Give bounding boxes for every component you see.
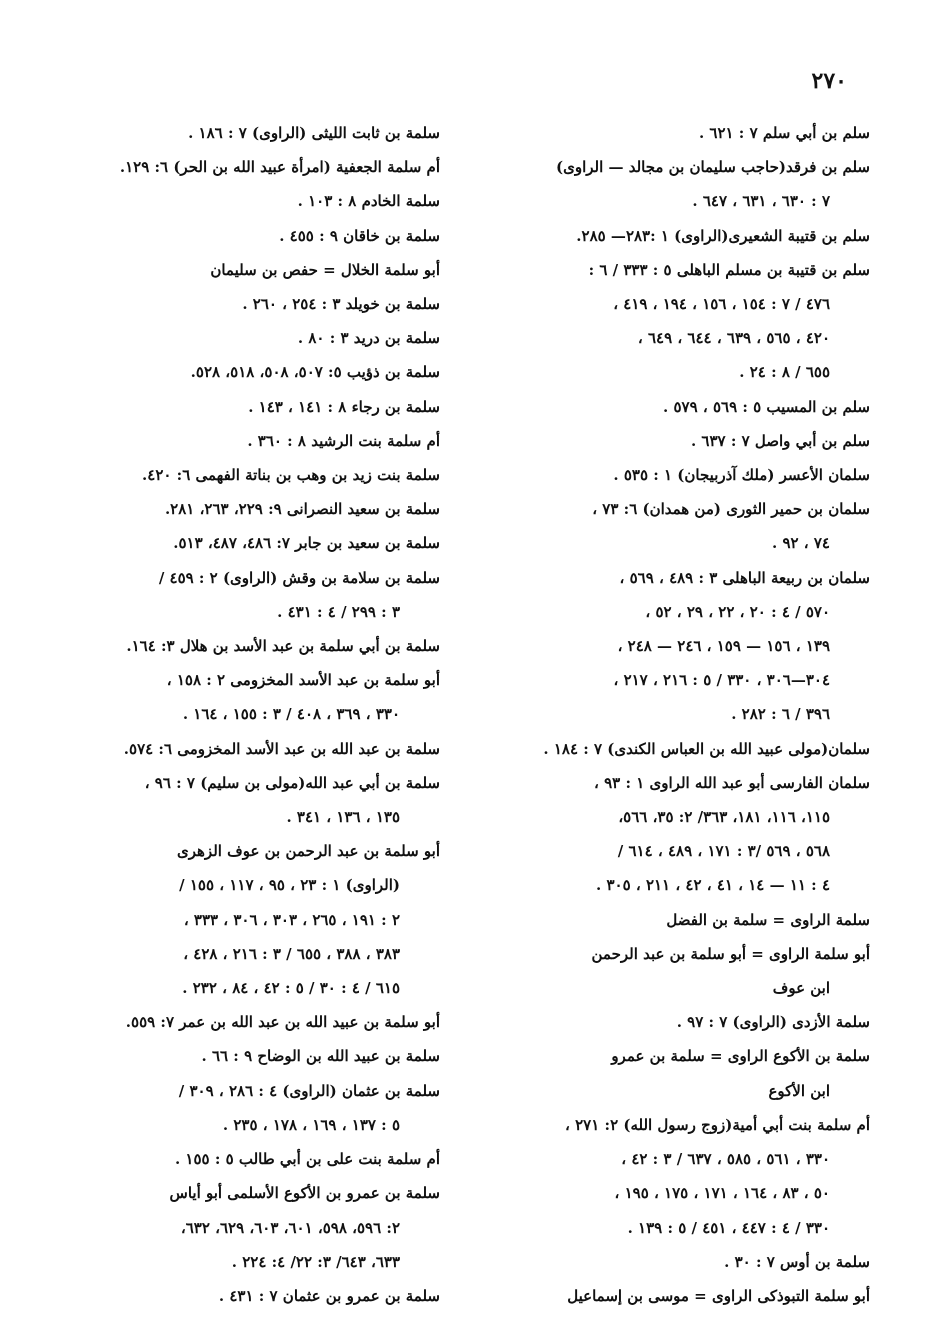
index-entry [40,526,440,560]
index-entry [40,1176,440,1279]
index-entry-line: أبو سلمة الخلال = حفص بن سليمان [210,260,440,279]
index-entry-line: ٣٣٠ ، ٣٦٩ ، ٤٠٨ / ٣ : ١٥٥ ، ١٦٤ . [182,705,400,724]
index-entry [40,458,440,492]
index-entry-line: ٣٣٠ / ٤ : ٤٤٧ ، ٤٥١ / ٥ : ١٣٩ . [627,1218,830,1237]
index-entry-line: سلمة بن خويلد ٣ : ٢٥٤ ، ٢٦٠ . [242,295,440,314]
index-entry [40,184,440,218]
index-entry-line: ٤ : ١١ — ١٤ ، ٤١ ، ٤٢ ، ٢١١ ، ٣٠٥ . [596,876,830,895]
index-entry [470,903,870,937]
index-entry-line: ٧٤ ، ٩٢ . [772,534,830,553]
index-entry-line: سلم بن قتيبة الشعيرى(الراوى) ١ :٢٨٣— ٢٨٥. [576,226,870,245]
index-entry-line: أبو سلمة الراوى = أبو سلمة بن عبد الرحمن [591,944,870,963]
index-entry [40,1279,440,1313]
index-entry-line: سلمة بن عبيد الله بن الوضاح ٩ : ٦٦ . [201,1047,440,1066]
index-entry-line: ٤٧٦ / ٧ : ١٥٤ ، ١٥٦ ، ١٩٤ ، ٤١٩ ، [613,295,830,314]
index-entry [470,150,870,218]
index-entry [40,1005,440,1039]
index-entry-line: سلمة بن سلامة بن وقش (الراوى) ٢ : ٤٥٩ / [158,568,440,587]
index-entry-line: سلمة بن ذؤيب ٥: ٥٠٧، ٥٠٨، ٥١٨، ٥٢٨. [190,363,440,382]
index-entry-line: ٢ : ١٩١ ، ٢٦٥ ، ٣٠٣ ، ٣٠٦ ، ٣٣٣ ، [183,910,400,929]
index-entry-line: أبو سلمة بن عبيد الله بن عبد الله بن عمر ٧: ٥٥٩. [125,1013,440,1032]
index-entry [40,1142,440,1176]
index-entry-line: ٥٧٠ / ٤ : ٢٠ ، ٢٢ ، ٢٩ ، ٥٢ ، [645,602,830,621]
index-entry-line: سلمة الخادم ٨ : ١٠٣ . [297,192,440,211]
index-entry [40,1039,440,1073]
index-entry-line: أم سلمة بنت على بن أبي طالب ٥ : ١٥٥ . [174,1150,440,1169]
index-entry-line: ٤٢٠ ، ٥٦٥ ، ٦٣٩ ، ٦٤٤ ، ٦٤٩ ، [637,329,830,348]
index-entry [470,732,870,766]
index-entry-line: (الراوى) ١ : ٢٣ ، ٩٥ ، ١١٧ ، ١٥٥ / [179,876,400,895]
index-entry-line: سلمة بن أبي سلمة بن عبد الأسد بن هلال ٣: ١٦٤. [126,637,440,656]
index-entry-line: ٣٩٦ / ٦ : ٢٨٢ . [731,705,830,724]
index-entry [40,116,440,150]
index-entry-line: سلم بن أبي واصل ٧ : ٦٣٧ . [690,431,870,450]
index-entry-line: أبو سلمة بن عبد الرحمن بن عوف الزهرى [177,842,440,861]
index-entry-line: سلمة بن عثمان (الراوى) ٤ : ٢٨٦ ، ٣٠٩ / [178,1081,440,1100]
index-entry [470,766,870,903]
index-entry [470,116,870,150]
index-entry [40,321,440,355]
index-entry [40,355,440,389]
index-entry-line: سلمان الأعسر (ملك آذربيجان) ١ : ٥٣٥ . [613,466,870,485]
index-entry-line: ابن الأكوع [768,1081,830,1100]
index-column-right [470,116,870,1313]
index-entry [470,561,870,732]
index-entry [40,561,440,629]
index-entry-line: أم سلمة بنت أبي أمية(زوج رسول الله) ٢: ٢٧١ ، [565,1115,870,1134]
index-entry [40,424,440,458]
index-entry-line: سلمة بن سعيد بن جابر ٧: ٤٨٦، ٤٨٧، ٥١٣. [173,534,440,553]
index-entry-line: سلمان الفارسى أبو عبد الله الراوى ١ : ٩٣ ، [594,773,870,792]
index-entry [40,287,440,321]
index-entry-line: سلمة الراوى = سلمة بن الفضل [666,910,870,929]
index-entry-line: سلم بن فرقد(حاجب سليمان بن مجالد — الراوى) [555,158,870,177]
index-entry [40,1074,440,1142]
index-entry-line: سلمان(مولى عبيد الله بن العباس الكندى) ٧ : ١٨٤ . [543,739,870,758]
index-entry-line: سلمة بن الأكوع الراوى = سلمة بن عمرو [611,1047,870,1066]
index-entry [40,834,440,1005]
index-entry-line: سلمة بن خاقان ٩ : ٤٥٥ . [279,226,440,245]
index-entry-line: سلمة بن عبد الله بن عبد الأسد المخزومى ٦: ٥٧٤. [123,739,440,758]
index-entry [470,1108,870,1245]
index-entry [40,253,440,287]
index-entry-line: ٢: ٥٩٦، ٥٩٨، ٦٠١، ٦٠٣، ٦٢٩، ٦٣٢، [180,1218,400,1237]
index-entry [470,219,870,253]
index-entry-line: ١١٥، ١١٦، ١٨١، ٣٦٣/ ٢: ٣٥، ٥٦٦، [618,808,830,827]
index-entry-line: ٣ : ٢٩٩ / ٤ : ٤٣١ . [277,602,400,621]
index-entry-line: سلمة بن سعيد النصرانى ٩: ٢٢٩، ٢٦٣، ٢٨١. [164,500,440,519]
index-entry-line: ٣٣٠ ، ٥٦١ ، ٥٨٥ ، ٦٣٧ / ٣ : ٤٢ ، [621,1150,830,1169]
index-entry-line: سلم بن أبي سلم ٧ : ٦٢١ . [698,124,870,142]
index-entry-line: سلمة الأزدى (الراوى) ٧ : ٩٧ . [676,1013,870,1032]
index-entry-line: سلمة بنت زيد بن وهب بن بناتة الفهمى ٦: ٤٢٠. [142,466,440,485]
index-entry [40,766,440,834]
index-entry-line: ١٣٥ ، ١٣٦ ، ٣٤١ . [286,808,400,827]
index-entry-line: سلم بن قتيبة بن مسلم الباهلى ٥ : ٣٣٣ / ٦ : [588,260,870,279]
index-entry-line: ٣٠٤—٣٠٦ ، ٣٣٠ / ٥ : ٢١٦ ، ٢١٧ ، [613,671,830,690]
index-entry [40,219,440,253]
index-entry-line: سلمة بن أوس ٧ : ٣٠ . [724,1252,870,1271]
index-entry [470,937,870,1005]
index-entry-line: ٥٠ ، ٨٣ ، ١٦٤ ، ١٧١ ، ١٧٥ ، ١٩٥ ، [614,1184,830,1203]
index-entry-line: سلمة بن رجاء ٨ : ١٤١ ، ١٤٣ . [248,397,440,416]
index-entry [40,732,440,766]
index-entry-line: سلمة بن عمرو بن عثمان ٧ : ٤٣١ . [218,1286,440,1305]
index-entry [470,1039,870,1107]
index-entry-line: أم سلمة بنت الرشيد ٨ : ٣٦٠ . [247,431,440,450]
page-number: ٢٧٠ [811,68,847,94]
index-entry [470,1245,870,1279]
index-entry [470,390,870,424]
index-entry-line: ٦١٥ / ٤ : ٣٠ / ٥ : ٤٢ ، ٨٤ ، ٢٣٢ . [182,979,400,998]
index-entry [40,663,440,731]
index-entry-line: سلمة بن أبي عبد الله(مولى بن سليم) ٧ : ٩٦ ، [144,773,440,792]
index-entry-line: ٣٨٣ ، ٣٨٨ ، ٦٥٥ / ٣ : ٢١٦ ، ٤٢٨ ، [183,944,400,963]
index-entry-line: ٥٦٨ ، ٥٦٩ /٣ : ١٧١ ، ٤٨٩ ، ٦١٤ / [617,842,830,861]
index-entry-line: سلمة بن دريد ٣ : ٨٠ . [297,329,440,348]
index-entry-line: أم سلمة الجعفية (امرأة عبيد الله بن الحر) ٦: ١٢٩. [119,158,440,177]
index-entry-line: سلمان بن حمير الثورى (من همدان) ٦: ٧٣ ، [592,500,870,519]
index-entry-line: ١٣٩ ، ١٥٦ — ١٥٩ ، ٢٤٦ — ٢٤٨ ، [617,637,830,656]
index-entry [40,629,440,663]
index-entry-line: سلمان بن ربيعة الباهلى ٣ : ٤٨٩ ، ٥٦٩ ، [619,568,870,587]
index-entry [470,253,870,390]
index-entry-line: سلم بن المسيب ٥ : ٥٦٩ ، ٥٧٩ . [663,397,870,416]
index-entry-line: ٦٣٣، ٦٤٣/ ٣: ٢٢/ ٤: ٢٢٤ . [231,1252,400,1271]
index-entry [470,1279,870,1313]
index-entry [40,150,440,184]
index-entry-line: أبو سلمة التبوذكى الراوى = موسى بن إسماعيل [567,1286,870,1305]
index-entry-line: ٦٥٥ / ٨ : ٢٤ . [739,363,830,382]
index-entry [470,492,870,560]
index-entry [40,390,440,424]
index-entry-line: ٥ : ١٣٧ ، ١٦٩ ، ١٧٨ ، ٢٣٥ . [222,1115,400,1134]
index-entry [40,492,440,526]
index-entry-line: ٧ : ٦٣٠ ، ٦٣١ ، ٦٤٧ . [692,192,830,211]
index-entry-line: سلمة بن ثابت الليثى (الراوى) ٧ : ١٨٦ . [188,124,440,142]
index-entry [470,458,870,492]
index-column-left [40,116,440,1313]
index-entry [470,424,870,458]
index-entry-line: أبو سلمة بن عبد الأسد المخزومى ٢ : ١٥٨ ، [166,671,440,690]
index-entry-line: ابن عوف [772,979,830,998]
index-entry [470,1005,870,1039]
index-entry-line: سلمة بن عمرو بن الأكوع الأسلمى أبو أياس [169,1184,440,1203]
